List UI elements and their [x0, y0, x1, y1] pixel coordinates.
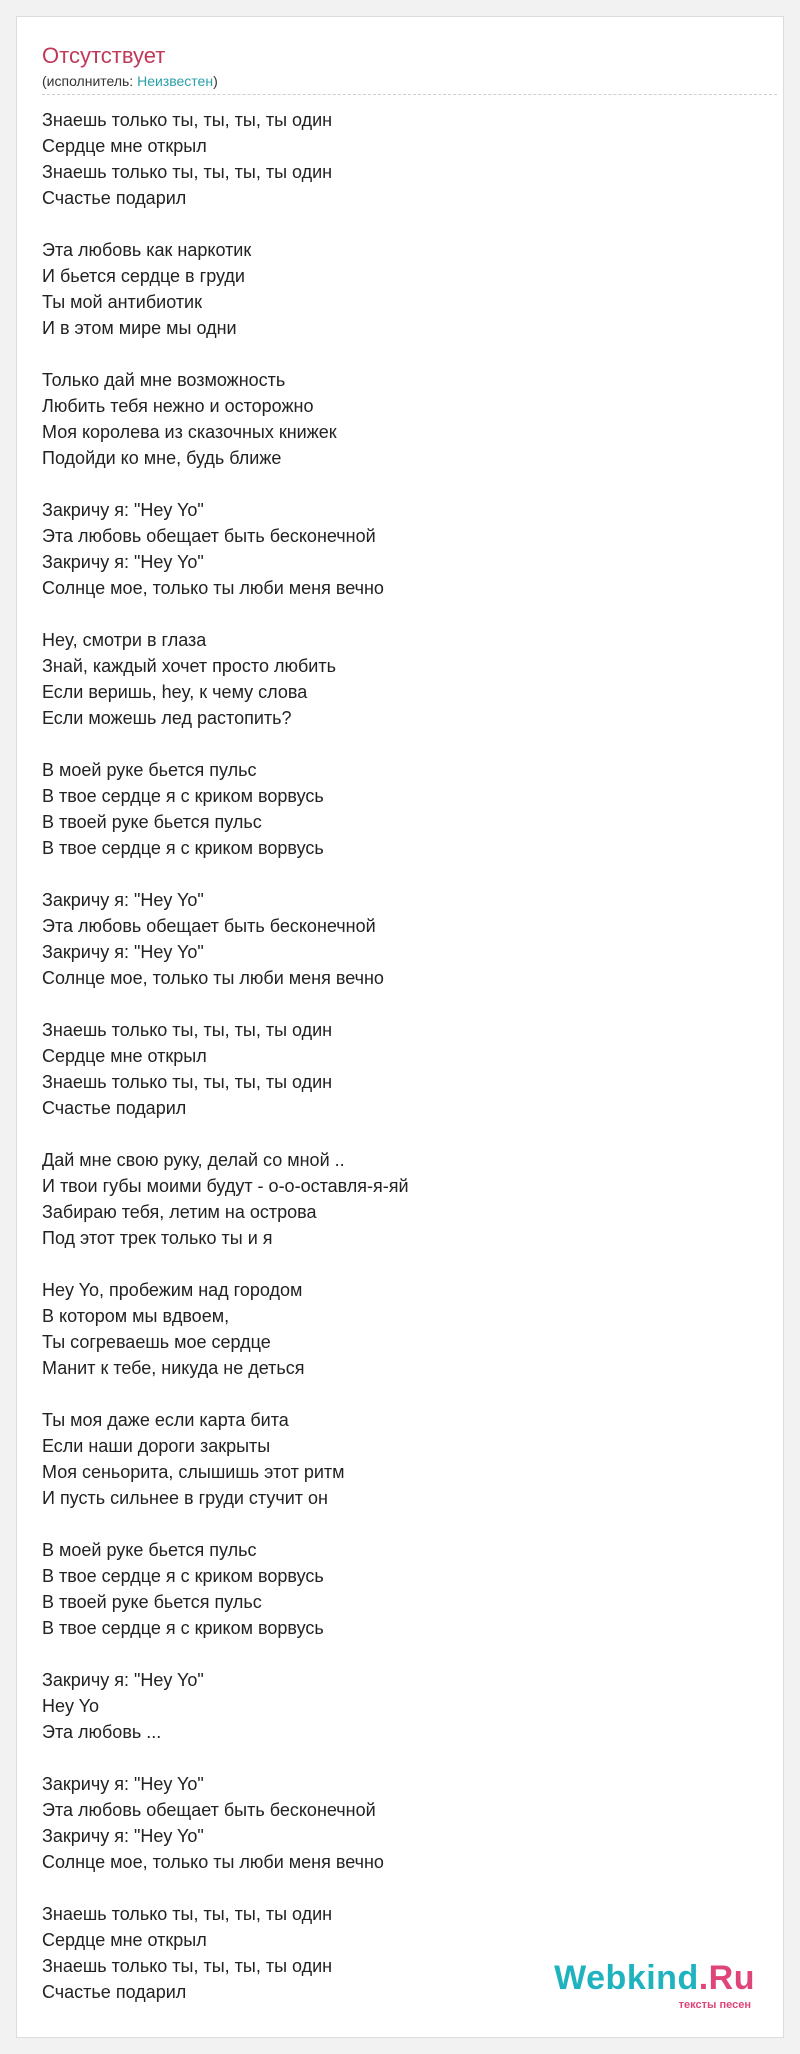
- stanza: [42, 887, 762, 991]
- lyric-line: В твое сердце я с криком ворвусь: [42, 786, 324, 806]
- lyric-line: Если наши дороги закрыты: [42, 1436, 271, 1456]
- lyric-line: Только дай мне возможность: [42, 370, 286, 390]
- lyric-line: Закричу я: "Hey Yo": [42, 1826, 204, 1846]
- lyric-line: Знай, каждый хочет просто любить: [42, 656, 336, 676]
- lyric-line: Эта любовь ...: [42, 1722, 162, 1742]
- lyric-line: В твое сердце я с криком ворвусь: [42, 1618, 324, 1638]
- stanza: [42, 497, 762, 601]
- lyric-line: Hey Yo: [42, 1696, 100, 1716]
- lyrics-body: [42, 107, 762, 2031]
- lyric-line: Закричу я: "Hey Yo": [42, 552, 204, 572]
- lyric-line: Забираю тебя, летим на острова: [42, 1202, 317, 1222]
- lyric-line: В моей руке бьется пульс: [42, 760, 257, 780]
- lyric-line: В твое сердце я с криком ворвусь: [42, 838, 324, 858]
- stanza: [42, 107, 762, 211]
- lyric-line: В твоей руке бьется пульс: [42, 812, 262, 832]
- lyric-line: И пусть сильнее в груди стучит он: [42, 1488, 328, 1508]
- lyric-line: В моей руке бьется пульс: [42, 1540, 257, 1560]
- lyric-line: И бьется сердце в груди: [42, 266, 245, 286]
- site-logo[interactable]: [555, 1959, 755, 2015]
- stanza: [42, 1537, 762, 1641]
- lyric-line: Моя сеньорита, слышишь этот ритм: [42, 1462, 345, 1482]
- stanza: [42, 367, 762, 471]
- lyric-line: Ты моя даже если карта бита: [42, 1410, 289, 1430]
- header-divider: [42, 94, 777, 95]
- stanza: [42, 1407, 762, 1511]
- lyric-line: Ты согреваешь мое сердце: [42, 1332, 271, 1352]
- logo-wordmark: [554, 1959, 755, 1998]
- song-title: Отсутствует: [42, 43, 166, 68]
- lyric-line: Эта любовь обещает быть бесконечной: [42, 526, 376, 546]
- lyric-line: Знаешь только ты, ты, ты, ты один: [42, 162, 333, 182]
- artist-prefix: (исполнитель:: [42, 73, 138, 89]
- lyric-line: Под этот трек только ты и я: [42, 1228, 273, 1248]
- stanza: [42, 1147, 762, 1251]
- lyric-line: Знаешь только ты, ты, ты, ты один: [42, 1956, 333, 1976]
- stanza: [42, 1277, 762, 1381]
- lyric-line: Ты мой антибиотик: [42, 292, 202, 312]
- lyric-line: Подойди ко мне, будь ближе: [42, 448, 282, 468]
- stanza: [42, 757, 762, 861]
- stanza: [42, 1667, 762, 1745]
- lyric-line: Солнце мое, только ты люби меня вечно: [42, 968, 384, 988]
- lyric-line: И в этом мире мы одни: [42, 318, 237, 338]
- lyrics-card: [16, 16, 784, 2038]
- lyric-line: Знаешь только ты, ты, ты, ты один: [42, 110, 333, 130]
- lyric-line: Сердце мне открыл: [42, 136, 207, 156]
- lyric-line: Счастье подарил: [42, 1982, 187, 2002]
- lyric-line: Счастье подарил: [42, 1098, 187, 1118]
- lyric-line: Hey Yo, пробежим над городом: [42, 1280, 303, 1300]
- lyric-line: Если можешь лед растопить?: [42, 708, 292, 728]
- lyric-line: Моя королева из сказочных книжек: [42, 422, 337, 442]
- lyric-line: И твои губы моими будут - о-о-оставля-я-яй: [42, 1176, 409, 1196]
- artist-suffix: ): [213, 73, 218, 89]
- lyric-line: Закричу я: "Hey Yo": [42, 1670, 204, 1690]
- lyric-line: Манит к тебе, никуда не деться: [42, 1358, 305, 1378]
- lyric-line: Закричу я: "Hey Yo": [42, 890, 204, 910]
- logo-tagline: тексты песен: [678, 1999, 751, 2011]
- lyric-line: Дай мне свою руку, делай со мной ..: [42, 1150, 345, 1170]
- lyric-line: В твое сердце я с криком ворвусь: [42, 1566, 324, 1586]
- lyric-line: В твоей руке бьется пульс: [42, 1592, 262, 1612]
- lyric-line: Солнце мое, только ты люби меня вечно: [42, 578, 384, 598]
- lyric-line: Эта любовь обещает быть бесконечной: [42, 916, 376, 936]
- lyric-line: Солнце мое, только ты люби меня вечно: [42, 1852, 384, 1872]
- lyric-line: В котором мы вдвоем,: [42, 1306, 230, 1326]
- stanza: [42, 1017, 762, 1121]
- lyric-line: Знаешь только ты, ты, ты, ты один: [42, 1904, 333, 1924]
- artist-line: [42, 73, 218, 89]
- artist-link[interactable]: Неизвестен: [137, 73, 214, 89]
- lyric-line: Эта любовь как наркотик: [42, 240, 252, 260]
- stanza: [42, 1771, 762, 1875]
- stanza: [42, 237, 762, 341]
- lyric-line: Любить тебя нежно и осторожно: [42, 396, 314, 416]
- lyric-line: Знаешь только ты, ты, ты, ты один: [42, 1072, 333, 1092]
- lyric-line: Счастье подарил: [42, 188, 187, 208]
- lyric-line: Hey, смотри в глаза: [42, 630, 207, 650]
- lyric-line: Закричу я: "Hey Yo": [42, 1774, 204, 1794]
- lyric-line: Закричу я: "Hey Yo": [42, 942, 204, 962]
- lyric-line: Закричу я: "Hey Yo": [42, 500, 204, 520]
- lyric-line: Эта любовь обещает быть бесконечной: [42, 1800, 376, 1820]
- lyric-line: Если веришь, hey, к чему слова: [42, 682, 308, 702]
- lyric-line: Сердце мне открыл: [42, 1046, 207, 1066]
- lyric-line: Сердце мне открыл: [42, 1930, 207, 1950]
- stanza: [42, 627, 762, 731]
- lyric-line: Знаешь только ты, ты, ты, ты один: [42, 1020, 333, 1040]
- logo-brand: Webkind: [554, 1959, 699, 1997]
- logo-tld: .Ru: [698, 1959, 755, 1997]
